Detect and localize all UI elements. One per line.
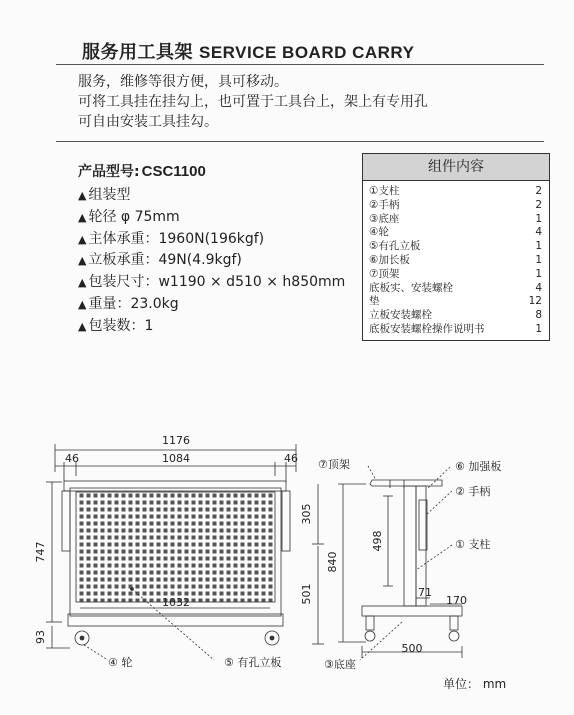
kit-item-qty: 2 xyxy=(535,185,542,197)
kit-item-name: ①支柱 xyxy=(369,185,400,197)
front-top-rail xyxy=(64,481,286,491)
dim-305: 305 xyxy=(300,503,313,525)
dim-747: 747 xyxy=(34,541,47,563)
kit-item-qty: 1 xyxy=(535,253,542,266)
spec-item: ▲ 立板承重：49N(4.9kgf) xyxy=(78,250,345,272)
intro-line: 服务，维修等很方便，具可移动。 xyxy=(78,74,288,90)
label-wheel: ④ 轮 xyxy=(108,656,133,669)
title-rule xyxy=(56,64,544,65)
kit-row xyxy=(369,254,544,268)
kit-row xyxy=(369,309,544,323)
kit-item-name: ③底座 xyxy=(369,212,400,225)
front-left-handle xyxy=(62,491,70,551)
dimension-drawing xyxy=(0,420,574,695)
front-right-handle xyxy=(282,491,290,551)
unit-label: 单位： mm xyxy=(443,677,507,691)
spec-item: ▲ 包装尺寸：w1190 × d510 × h850mm xyxy=(78,272,345,294)
dim-500: 500 xyxy=(401,642,423,655)
dim-840: 840 xyxy=(326,551,339,573)
intro-line: 可将工具挂在挂勾上，也可置于工具台上，架上有专用孔 xyxy=(78,94,428,110)
kit-contents-table xyxy=(362,153,550,341)
dim-1032: 1032 xyxy=(162,596,190,609)
kit-item-name: 底板安装螺栓操作说明书 xyxy=(369,322,485,335)
kit-row xyxy=(369,213,544,227)
spec-item: ▲ 主体承重：1960N(196kgf) xyxy=(78,229,345,251)
side-left-wheel xyxy=(365,631,375,641)
kit-item-qty: 1 xyxy=(535,212,542,225)
dim-71: 71 xyxy=(418,586,432,599)
kit-row xyxy=(369,268,544,282)
kit-item-qty: 2 xyxy=(535,198,542,211)
spec-item: ▲ 轮径 φ 75mm xyxy=(78,207,345,229)
kit-row xyxy=(369,295,544,309)
dim-1176: 1176 xyxy=(162,434,190,447)
intro-rule xyxy=(56,141,544,142)
kit-title: 组件内容 xyxy=(363,154,549,181)
kit-item-name: 垫 xyxy=(369,295,380,308)
kit-item-qty: 1 xyxy=(535,240,542,253)
kit-item-name: ⑤有孔立板 xyxy=(369,240,421,253)
kit-item-name: ②手柄 xyxy=(369,198,400,211)
kit-item-qty: 12 xyxy=(528,295,542,308)
label-post: ① 支柱 xyxy=(455,538,491,551)
spec-list xyxy=(78,185,345,338)
kit-row xyxy=(369,323,544,337)
title-en: SERVICE BOARD CARRY xyxy=(199,43,415,62)
side-top-frame xyxy=(370,480,442,486)
front-view xyxy=(46,444,296,660)
intro-text xyxy=(78,72,428,132)
title-cn: 服务用工具架 xyxy=(82,42,193,63)
dim-501: 501 xyxy=(300,583,313,605)
model-line xyxy=(78,161,206,181)
kit-item-name: 立板安装螺栓 xyxy=(369,309,432,322)
label-board: ⑤ 有孔立板 xyxy=(224,656,282,669)
kit-row xyxy=(369,199,544,213)
dim-1084: 1084 xyxy=(162,452,190,465)
model-code: CSC1100 xyxy=(141,163,206,180)
label-top-frame: ⑦顶架 xyxy=(318,458,350,471)
kit-item-name: 底板实、安装螺栓 xyxy=(369,281,453,294)
dim-93: 93 xyxy=(34,630,47,644)
intro-line: 可自由安装工具挂勾。 xyxy=(78,114,218,130)
side-base xyxy=(362,606,462,616)
kit-item-qty: 4 xyxy=(535,226,542,239)
kit-item-qty: 1 xyxy=(535,267,542,280)
model-label: 产品型号: xyxy=(78,164,140,180)
kit-item-qty: 4 xyxy=(535,281,542,294)
kit-row xyxy=(369,185,544,199)
label-extension: ⑥ 加强板 xyxy=(455,460,502,473)
spec-item: ▲ 包装数：1 xyxy=(78,316,345,338)
kit-row xyxy=(369,226,544,240)
kit-item-qty: 8 xyxy=(535,309,542,322)
label-base: ③底座 xyxy=(324,658,356,671)
dim-170: 170 xyxy=(446,594,467,607)
page-title xyxy=(82,38,414,64)
spec-item: ▲ 重量：23.0kg xyxy=(78,294,345,316)
kit-item-name: ⑥加长板 xyxy=(369,253,410,266)
side-right-wheel xyxy=(449,631,459,641)
dim-46-right: 46 xyxy=(284,452,298,465)
spec-item: ▲ 组装型 xyxy=(78,185,345,207)
perforated-board xyxy=(76,492,275,602)
kit-item-name: ④轮 xyxy=(369,226,389,239)
dim-46-left: 46 xyxy=(65,452,79,465)
label-handle: ② 手柄 xyxy=(455,485,491,498)
dim-498: 498 xyxy=(371,530,384,552)
kit-row xyxy=(369,240,544,254)
kit-item-name: ⑦顶架 xyxy=(369,267,400,280)
kit-row xyxy=(369,282,544,296)
kit-item-qty: 1 xyxy=(535,322,542,335)
side-post xyxy=(404,486,416,606)
